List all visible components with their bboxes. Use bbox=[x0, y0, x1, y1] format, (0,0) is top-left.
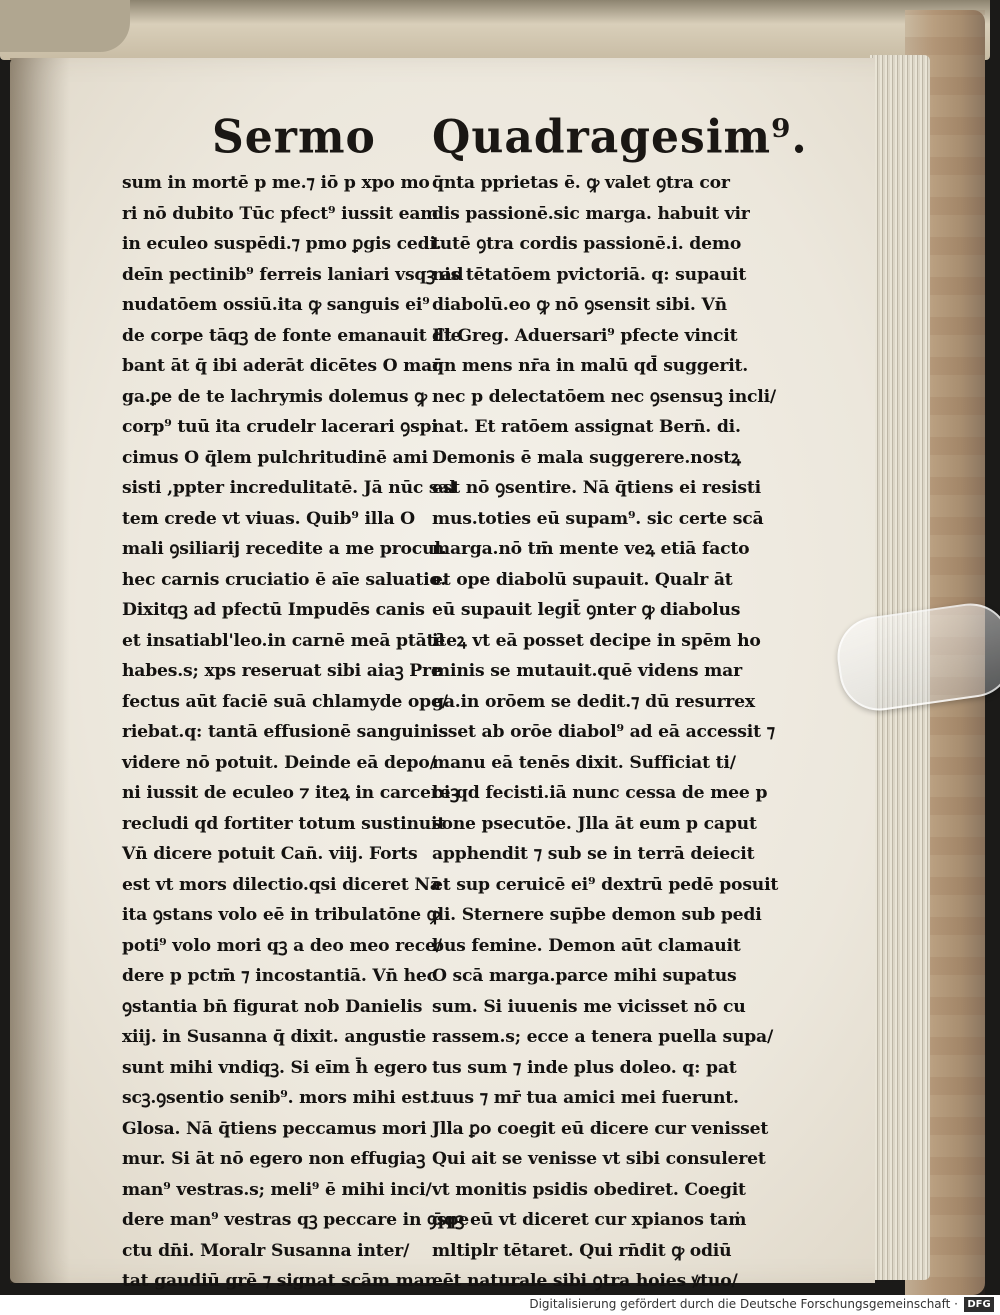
text-line: ita ꝯstans volo eē in tribulatōne ꝙ bbox=[122, 905, 440, 925]
text-line: ꝯstantia bn̄ figurat nob Danielis bbox=[122, 996, 423, 1017]
text-line: rassem.s; ecce a tenera puella supa/ bbox=[432, 1027, 774, 1047]
text-line: sisti ,ppter incredulitatē. Jā nūc sal bbox=[122, 478, 456, 498]
book-cover-corner bbox=[0, 0, 130, 52]
text-column-left bbox=[122, 168, 469, 1295]
text-line: scꝫ.ꝯsentio senib⁹. mors mihi est. bbox=[122, 1088, 435, 1108]
text-line: ga.ꝑe de te lachrymis dolemus ꝙ bbox=[122, 386, 427, 407]
text-line: riebat.q: tantā effusionē sanguinis bbox=[122, 722, 448, 742]
text-line: eū supauit legit̄ ꝯnter ꝙ diabolus bbox=[432, 600, 741, 620]
text-line: mali ꝯsiliarij recedite a me procul. bbox=[122, 539, 447, 559]
text-line: Dixitqꝫ ad pfectū Impudēs canis bbox=[122, 600, 425, 620]
running-head-left: Sermo bbox=[212, 110, 376, 165]
text-line: Jlla ꝑo coegit eū dicere cur venisset bbox=[432, 1118, 769, 1139]
text-line: dis passionē.sic marga. habuit vir bbox=[432, 203, 750, 224]
text-line: tuus ⁊ mr̄ tua amici mei fuerunt. bbox=[432, 1088, 739, 1108]
text-line: ri nō dubito Tūc pfect⁹ iussit eam bbox=[122, 203, 439, 224]
text-line: cimus O q̄lem pulchritudinē ami bbox=[122, 447, 428, 468]
text-line: nec p delectatōem nec ꝯsensuꝫ incli/ bbox=[432, 386, 776, 407]
text-line: Glosa. Nā q̄tiens peccamus mori bbox=[122, 1118, 427, 1139]
text-line: tus sum ⁊ inde plus doleo. q: pat bbox=[432, 1057, 737, 1078]
text-line: ctu dn̄i. Moralr Susanna inter/ bbox=[122, 1240, 410, 1261]
text-line: tat gaudiū grē ⁊ signat scām mar bbox=[122, 1271, 434, 1291]
text-column-right bbox=[432, 168, 779, 1295]
text-line: mur. Si āt nō egero non effugiaꝫ bbox=[122, 1149, 426, 1169]
text-line: deīn pectinib⁹ ferreis laniari vsqꝫ ad bbox=[122, 264, 464, 285]
text-line: corp⁹ tuū ita crudelr lacerari ꝯspi bbox=[122, 417, 438, 437]
text-line: nat. Et ratōem assignat Bern̄. di. bbox=[432, 417, 741, 437]
text-line: iteꝝ vt eā posset decipe in spēm ho bbox=[432, 630, 761, 651]
text-line: sum. Si iuuenis me vicisset nō cu bbox=[432, 996, 746, 1017]
text-line: apphendit ⁊ sub se in terrā deiecit bbox=[432, 844, 755, 864]
text-line: sunt mihi vndiqꝫ. Si eīm h̄ egero bbox=[122, 1057, 428, 1078]
text-line: recludi qd fortiter totum sustinuit bbox=[122, 813, 446, 834]
text-line: bi qd fecisti.iā nunc cessa de mee p bbox=[432, 783, 768, 803]
text-line: videre nō potuit. Deinde eā depo/ bbox=[122, 752, 436, 773]
text-line: et sup ceruicē ei⁹ dextrū pedē posuit bbox=[432, 874, 779, 895]
text-line: dere man⁹ vestras qꝫ peccare in ꝯspe bbox=[122, 1210, 469, 1230]
text-line: mus.toties eū supam⁹. sic certe scā bbox=[432, 508, 764, 529]
text-line: isset ab orōe diabol⁹ ad eā accessit ⁊ bbox=[432, 722, 775, 742]
text-line: hec carnis cruciatio ē aīe saluatio. bbox=[122, 569, 447, 590]
text-line: sone psecutōe. Jlla āt eum p caput bbox=[432, 813, 757, 834]
text-line: et ope diabolū supauit. Qualr āt bbox=[432, 569, 733, 590]
spine-shadow bbox=[10, 58, 70, 1283]
text-line: mltiplr tētaret. Qui rn̄dit ꝙ odiū bbox=[432, 1240, 732, 1261]
text-line: di. Sternere sup̄be demon sub pedi bbox=[432, 905, 762, 925]
text-line: vt monitis psidis obediret. Coegit bbox=[432, 1179, 746, 1200]
text-line: tutē ꝯtra cordis passionē.i. demo bbox=[432, 234, 742, 254]
text-line: bant āt q̄ ibi aderāt dicētes O mar bbox=[122, 356, 441, 376]
text-line: q̄qꝫ eū vt diceret cur xpianos taṁ bbox=[432, 1210, 747, 1230]
text-line: man⁹ vestras.s; meli⁹ ē mihi inci/ bbox=[122, 1179, 432, 1200]
text-line: eēt naturale sibi ꝯtra hoies ꝟtuo/ bbox=[432, 1271, 738, 1291]
text-line: ni iussit de eculeo ⁊ iteꝝ in carcereꝫ bbox=[122, 783, 459, 803]
text-line: habes.s; xps reseruat sibi aiaꝫ Pre bbox=[122, 661, 442, 681]
text-line: q̄nta pprietas ē. ꝙ valet ꝯtra cor bbox=[432, 173, 730, 193]
text-line: poti⁹ volo mori qꝫ a deo meo rece/ bbox=[122, 935, 442, 956]
running-head bbox=[200, 110, 808, 172]
text-line: Vn̄ dicere potuit Can̄. viij. Forts bbox=[122, 844, 418, 864]
text-line: tem crede vt viuas. Quib⁹ illa O bbox=[122, 508, 415, 529]
text-line: de corpe tāqꝫ de fonte emanauit Fle bbox=[122, 325, 462, 346]
text-line: in eculeo suspēdi.⁊ pmo ꝑgis cedi. bbox=[122, 234, 442, 254]
dfg-logo: DFG bbox=[964, 1297, 994, 1312]
footer-credit: Digitalisierung gefördert durch die Deutsche Forschungsgemeinschaft · bbox=[529, 1297, 958, 1311]
text-line: sum in mortē p me.⁊ iō p xpo mo bbox=[122, 173, 430, 193]
text-line: manu eā tenēs dixit. Sufficiat ti/ bbox=[432, 752, 736, 773]
text-line: ga.in orōem se dedit.⁊ dū resurrex bbox=[432, 691, 755, 712]
text-line: et insatiabl'leo.in carnē meā ptātē bbox=[122, 630, 446, 651]
text-line: est vt mors dilectio.qsi diceret Nā bbox=[122, 874, 441, 895]
text-line: fectus aūt faciē suā chlamyde ope/ bbox=[122, 691, 448, 712]
text-line: O scā marga.parce mihi supatus bbox=[432, 966, 737, 986]
text-line: est nō ꝯsentire. Nā q̄tiens ei resisti bbox=[432, 478, 761, 498]
book-cover-top bbox=[0, 0, 990, 60]
running-head-right: Quadragesim⁹. bbox=[432, 110, 808, 165]
text-line: nis tētatōem pvictoriā. q: supauit bbox=[432, 264, 747, 285]
text-line: bus femine. Demon aūt clamauit bbox=[432, 935, 741, 956]
text-line: marga.nō tm̄ mente veꝝ etiā facto bbox=[432, 539, 750, 559]
text-line: xiij. in Susanna q̄ dixit. angustie bbox=[122, 1027, 426, 1047]
text-line: q̄n mens nr̄a in malū qd̄ suggerit. bbox=[432, 356, 749, 376]
text-line: diabolū.eo ꝙ nō ꝯsensit sibi. Vn̄ bbox=[432, 295, 727, 315]
text-line: Demonis ē mala suggerere.nostꝝ bbox=[432, 447, 741, 468]
text-line: dere p pctm̄ ⁊ incostantiā. Vn̄ hec bbox=[122, 966, 437, 986]
text-line: dt Greg. Aduersari⁹ pfecte vincit bbox=[432, 325, 738, 346]
text-line: Qui ait se venisse vt sibi consuleret bbox=[432, 1149, 766, 1169]
footer bbox=[0, 1295, 1000, 1315]
text-line: nudatōem ossiū.ita ꝙ sanguis ei⁹ bbox=[122, 295, 430, 315]
text-line: minis se mutauit.quē videns mar bbox=[432, 661, 742, 681]
